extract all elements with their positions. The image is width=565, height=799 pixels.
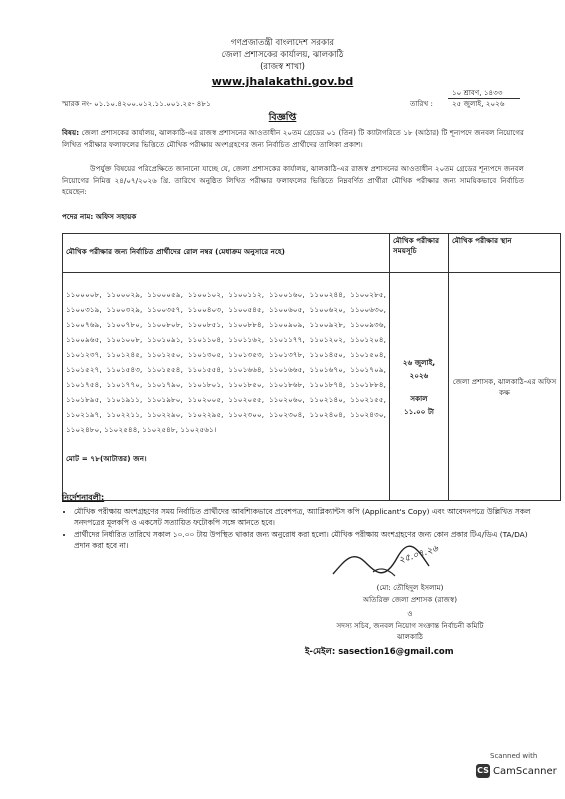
subject-text: জেলা প্রশাসকের কার্যালয়, ঝালকাঠি-এর রাজস্ব প্রশাসনের আওতাধীন ২০তম গ্রেডের ০১ (তিন) টি ক্যাটাগরিতে ১৮ (আঠার) টি শূন্যপদে জনবল নিয়োগের লিখিত পরীক্ষার ফলাফলের ভিত্তিতে মৌখিক পরীক্ষায় অংশগ্রহণের জন্য নির্বাচিত প্রার্থীদের তালিকা প্রকাশ। — [62, 128, 524, 149]
subject-label: বিষয়: — [62, 128, 80, 137]
memo-number: স্মারক নং- ০১.১০.৪২০০.০১২.১১.০০১.২৫- ৪৮১ — [62, 99, 211, 108]
header-venue: মৌখিক পরীক্ষার স্থান — [449, 234, 561, 273]
email-line — [305, 645, 454, 659]
roll-table — [62, 233, 561, 501]
schedule-cell — [390, 273, 449, 501]
govt-name: গণপ্রজাতন্ত্রী বাংলাদেশ সরকার — [230, 38, 335, 48]
signature-date: ২৫.০৭.২৬ — [397, 543, 440, 567]
header-roll: মৌখিক পরীক্ষার জন্য নির্বাচিত প্রার্থীদের রোল নম্বর (মেধাক্রম অনুসারে নহে) — [63, 234, 390, 273]
camscanner-label: CamScanner — [493, 765, 557, 777]
camscanner-icon: CS — [476, 764, 490, 778]
watermark-scanned: Scanned with — [490, 752, 538, 760]
roll-numbers: ১১০০০০৮, ১১০০০২৯, ১১০০০৫৯, ১১০০১০২, ১১০০১১২, ১১০০১৬০, ১১০০২৪৪, ১১০০২৮৫, ১১০০৩১৯, ১১০০৩২৯, ১১০০৩৫৭, ১১০০৪০৩, ১১০০৫৪৫, ১১০০৬০৫, ১১০০৬২০, ১১০০৬৩০, ১১০০৭৬৯, ১১০০৭৮০, ১১০০৮০৮, ১১০০৮৫১, ১১০০৮৮৪, ১১০০৯০৯, ১১০০৯২৮, ১১০০৯৩৬, ১১০০৯৬৫, ১১০১০০৮, ১১০১০৯১, ১১০১১০৪, ১১০১১৬২, ১১০১১৭৭, ১১০১২০২, ১১০১২০৪, ১১০১২৩৭, ১১০১২৪৫, ১১০১২৫০, ১১০১৩০৫, ১১০১৩৫৩, ১১০১৩৭৮, ১১০১৪৫০, ১১০১৫০৪, ১১০১৫২৭, ১১০১৫৪৩, ১১০১৫৫৪, ১১০১৫৫৪, ১১০১৬৬৪, ১১০১৬৬৫, ১১০১৬৭০, ১১০১৭০৯, ১১০১৭৫৪, ১১০১৭৭০, ১১০১৭৯০, ১১০১৮০১, ১১০১৮৫০, ১১০১৮৬৮, ১১০১৮৭৪, ১১০১৮৮৪, ১১০১৮৯৫, ১১০১৯১১, ১১০১৯৮০, ১১০২০০৫, ১১০২০৫৫, ১১০২০৬০, ১১০২১৪০, ১১০২১৫৫, ১১০২১৯৭, ১১০২২১১, ১১০২২৯০, ১১০২২৯৫, ১১০২৩০০, ১১০২৩০৪, ১১০২৪০৪, ১১০২৪৩০, ১১০২৪৮০, ১১০২৫৪৪, ১১০২৫৪৮, ১১০২৫৬১। — [66, 290, 386, 434]
table-body-row — [63, 273, 561, 501]
instruction-item: • মৌখিক পরীক্ষায় অংশগ্রহণের সময় নির্বাচিত প্রার্থীদের আবশ্যিকভাবে প্রবেশপত্র, অ্যাপ্লিক্যান্টস কপি (Applicant's Copy) এবং আবেদনপত্রে উল্লিখিত সকল সনদপত্রের মূলকপি ও একসেট সত্যায়িত ফটোকপি সঙ্গে আনতে হবে। — [74, 506, 532, 528]
office-name: জেলা প্রশাসকের কার্যালয়, ঝালকাঠি — [221, 50, 344, 60]
email-address[interactable]: sasection16@gmail.com — [338, 647, 454, 657]
venue-cell: জেলা প্রশাসক, ঝালকাঠি-এর অফিস কক্ষ — [449, 273, 561, 501]
subject — [62, 127, 524, 150]
instruction-item: • প্রার্থীদের নির্ধারিত তারিখে সকাল ১০.০০ টায় উপস্থিত থাকার জন্য অনুরোধ করা হলো। মৌখিক পরীক্ষায় অংশগ্রহণের জন্য কোন প্রকার টিএ/ডিএ (TA/DA) প্রদান করা হবে না। — [74, 529, 532, 551]
schedule-time: ১১.০০ টা — [404, 406, 434, 416]
email-label: ই-মেইল: — [305, 647, 336, 657]
body-paragraph: উপর্যুক্ত বিষয়ের পরিপ্রেক্ষিতে জানানো যাচ্ছে যে, জেলা প্রশাসকের কার্যালয়, ঝালকাঠি-এর রাজস্ব প্রশাসনের আওতাধীন ২০তম গ্রেডের শূন্যপদে জনবল নিয়োগের নিমিত্ত ২৪/০৭/২০২৬ খ্রি. তারিখে অনুষ্ঠিত লিখিত পরীক্ষার ফলাফলের ভিত্তিতে নিম্নবর্ণিত প্রার্থীরা মৌখিক পরীক্ষার জন্য সাময়িকভাবে নির্বাচিত হয়েছেন: — [62, 164, 524, 196]
roll-cell — [63, 273, 390, 501]
signatory-district: ঝালকাঠি — [397, 632, 423, 641]
date-label: তারিখ : — [410, 99, 433, 108]
table-header-row — [63, 234, 561, 273]
schedule-time-label: সকাল — [410, 393, 428, 403]
signatory-role: সদস্য সচিব, জনবল নিয়োগ সংক্রান্ত নির্বাচনী কমিটি — [336, 621, 484, 630]
schedule-date: ২৬ জুলাই, ২০২৬ — [402, 357, 436, 380]
instructions-title: নির্দেশনাবলী: — [62, 493, 105, 502]
signatory-designation: অতিরিক্ত জেলা প্রশাসক (রাজস্ব) — [362, 595, 458, 604]
section-name: (রাজস্ব শাখা) — [260, 62, 305, 72]
signatory-name: (মো: তৌহিদুল ইসলাম) — [376, 583, 444, 592]
post-name: পদের নাম: অফিস সহায়ক — [62, 212, 137, 221]
roll-total: মোট = ৭৮(আটাত্তর) জন। — [66, 454, 147, 463]
header-schedule: মৌখিক পরীক্ষার সময়সূচি — [390, 234, 449, 273]
date-bangla: ১০ শ্রাবণ, ১৪৩৩ — [452, 88, 503, 97]
date-english: ২৫ জুলাই, ২০২৬ — [452, 99, 505, 108]
signatory-conjunction: ও — [407, 609, 413, 618]
notice-title: বিজ্ঞপ্তি — [268, 112, 297, 123]
signature-scribble-graphic — [325, 540, 465, 585]
website-link[interactable]: www.jhalakathi.gov.bd — [211, 75, 354, 88]
watermark-brand — [476, 764, 557, 778]
